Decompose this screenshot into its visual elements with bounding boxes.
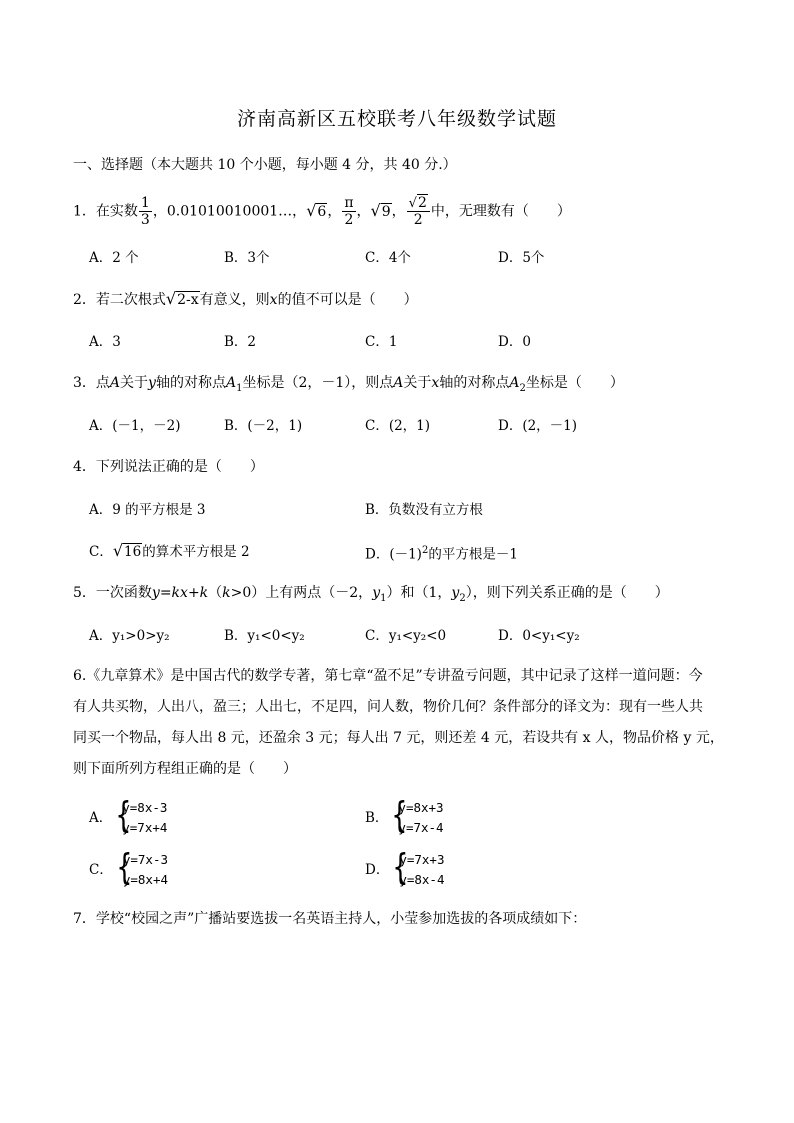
question-1: 1．在实数 $\frac{1}{3}$ ，0.01010010001…，√6， $\frac{\pi}{2}$ ，√9， $\frac{√2}{2}$ 中，无理数有（ ） (73, 195, 571, 228)
q5-option-c[interactable]: C．y₁<y₂<0 (365, 628, 447, 644)
q6-line-2: 有人共买物，人出八，盈三；人出七，不足四，问人数，物价几何？条件部分的译文为：现有一些人共 (73, 699, 703, 715)
q6-option-b[interactable]: B． { y=8x+3 y=7x-4 (365, 795, 444, 836)
fraction-sqrt2-over-2: $\frac{√2}{2}$ (407, 196, 430, 227)
fraction-pi-over-2: $\frac{\pi}{2}$ (344, 195, 354, 228)
q2-option-d[interactable]: D．0 (498, 334, 531, 350)
q2-option-a[interactable]: A．3 (89, 334, 121, 350)
q3-option-c[interactable]: C．(2，1) (365, 418, 431, 434)
q6-line-4: 则下面所列方程组正确的是（ ） (73, 761, 297, 777)
page-title: 济南高新区五校联考八年级数学试题 (236, 108, 557, 130)
q3-option-d[interactable]: D．(2，－1) (498, 418, 578, 434)
q6-option-c[interactable]: C． { y=7x-3 y=8x+4 (89, 847, 168, 888)
q6-option-d[interactable]: D． { y=7x+3 y=8x-4 (365, 847, 445, 888)
q6-line-3: 同买一个物品，每人出 8 元，还盈余 3 元；每人出 7 元，则还差 4 元，若设共有 x 人，物品价格 y 元， (73, 730, 724, 746)
q4-option-b[interactable]: B．负数没有立方根 (365, 502, 483, 518)
sqrt-9: √9 (370, 200, 391, 220)
q1-option-c[interactable]: C．4个 (365, 250, 411, 266)
q2-option-b[interactable]: B．2 (224, 334, 257, 350)
equation-system: { y=7x-3 y=8x+4 (116, 847, 168, 888)
question-3: 3．点A关于y轴的对称点$A_1$坐标是（2，－1），则点A关于x轴的对称点$A_2$坐标是（ ） (73, 375, 624, 394)
fraction-one-third: $\frac{1}{3}$ (140, 195, 150, 228)
q6-line-1: 6.《九章算术》是中国古代的数学专著，第七章“盈不足”专讲盈亏问题，其中记录了这样一道问题：今 (73, 668, 703, 684)
q4-option-c[interactable]: C．√16的算术平方根是 2 (89, 541, 250, 560)
q5-option-d[interactable]: D．0<y₁<y₂ (498, 628, 580, 644)
sqrt-2-minus-x: √2-x (165, 289, 199, 308)
question-5: 5．一次函数y=kx+k（k>0）上有两点（－2，$y_1$）和（1，$y_2$），则下列关系正确的是（ ） (73, 585, 669, 604)
q1-option-b[interactable]: B．3个 (224, 250, 270, 266)
q1-option-d[interactable]: D．5个 (498, 250, 545, 266)
q5-option-a[interactable]: A．y₁>0>y₂ (89, 628, 170, 644)
q1-option-a[interactable]: A．2 个 (89, 250, 139, 266)
section-heading: 一、选择题（本大题共 10 个小题，每小题 4 分，共 40 分.） (73, 157, 457, 173)
q2-option-c[interactable]: C．1 (365, 334, 398, 350)
sqrt-6: √6 (306, 200, 327, 220)
q3-option-b[interactable]: B．(－2，1) (224, 418, 303, 434)
question-4: 4．下列说法正确的是（ ） (73, 459, 264, 475)
equation-system: { y=8x-3 y=7x+4 (115, 795, 168, 836)
q5-option-b[interactable]: B．y₁<0<y₂ (224, 628, 305, 644)
q6-option-a[interactable]: A． { y=8x-3 y=7x+4 (89, 795, 168, 836)
equation-system: { y=8x+3 y=7x-4 (391, 795, 444, 836)
q3-option-a[interactable]: A．(－1，－2) (89, 418, 181, 434)
sqrt-16: √16 (112, 541, 142, 560)
equation-system: { y=7x+3 y=8x-4 (392, 847, 445, 888)
q4-option-a[interactable]: A．9 的平方根是 3 (89, 502, 206, 518)
question-7: 7．学校“校园之声”广播站要选拔一名英语主持人，小莹参加选拔的各项成绩如下： (73, 911, 587, 927)
question-6 (73, 661, 733, 785)
q4-option-d[interactable]: D．$(-1)^2$的平方根是－1 (365, 545, 518, 563)
question-2: 2．若二次根式√2-x有意义，则x的值不可以是（ ） (73, 289, 418, 308)
